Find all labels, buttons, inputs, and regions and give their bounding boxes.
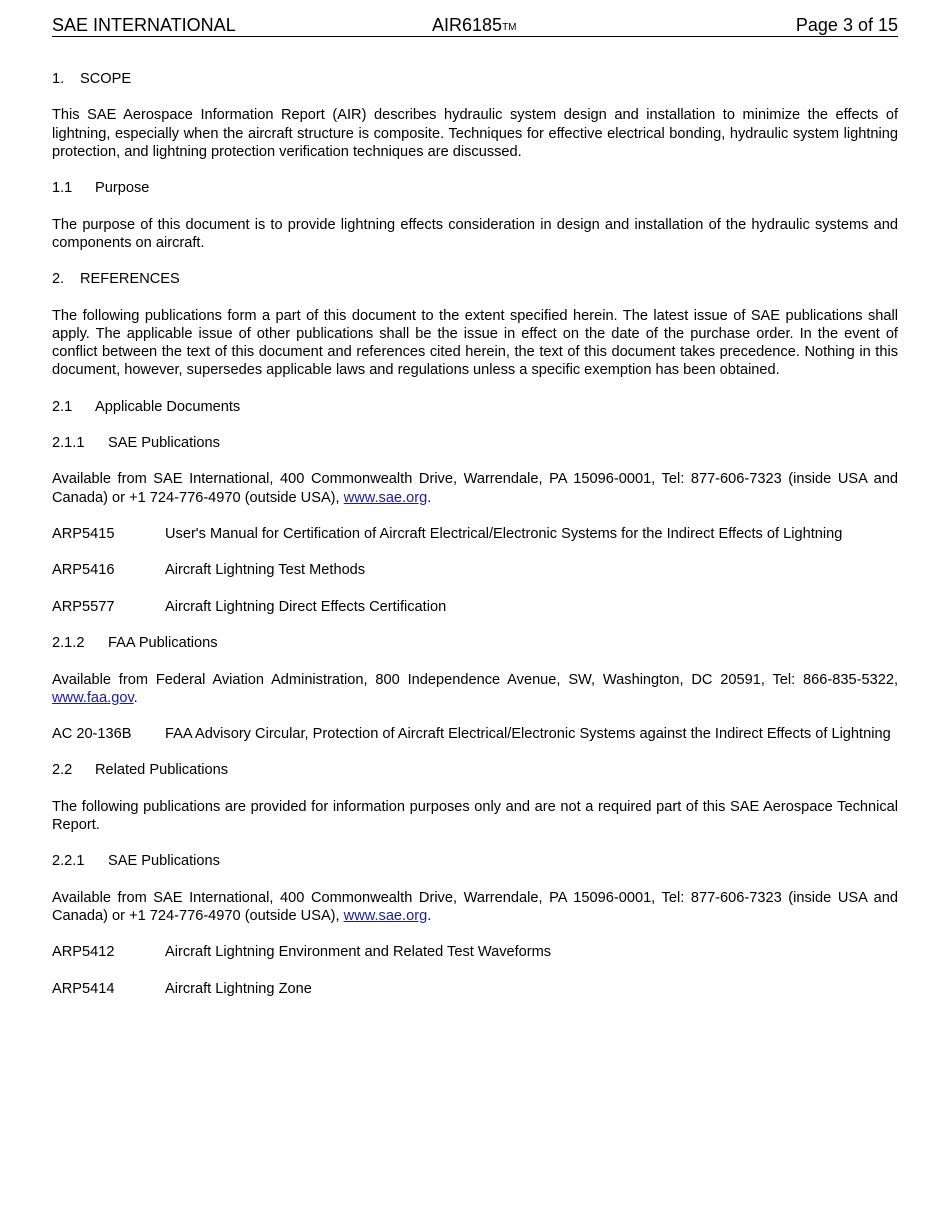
- references-paragraph: The following publications form a part of this document to the extent specified herein. The latest issue of SAE publications shall apply. The applicable issue of other publications shall be the issue in effect on the date of the purchase order. In the event of conflict between the text of this document and references cited herein, the text of this document takes precedence. Nothing in this document, however, supersedes applicable laws and regulations unless a specific exemption has been obtained.: [52, 307, 898, 379]
- section-number: 1.: [52, 71, 65, 87]
- related-sae-availability-paragraph: [52, 889, 898, 925]
- scope-paragraph: This SAE Aerospace Information Report (AIR) describes hydraulic system design and installation to minimize the effects of lightning, especially when the aircraft structure is composite. Techniques for effective electrical bonding, hydraulic system lightning protection, and lightning protection verification techniques are discussed.: [52, 107, 898, 160]
- document-body: [52, 70, 898, 998]
- trademark-mark: TM: [502, 22, 517, 33]
- section-heading-sae-publications: [52, 434, 898, 452]
- reference-entry: [52, 725, 898, 743]
- reference-title: FAA Advisory Circular, Protection of Aircraft Electrical/Electronic Systems against the Indirect Effects of Lightning: [165, 726, 891, 743]
- availability-text: Available from SAE International, 400 Commonwealth Drive, Warrendale, PA 15096-0001, Tel: 877-606-7323 (inside USA and Canada) or +1 724-776-4970 (outside USA),: [52, 471, 898, 506]
- section-heading-faa-publications: [52, 634, 898, 652]
- reference-code: ARP5414: [52, 980, 115, 997]
- punctuation: .: [427, 489, 432, 506]
- reference-code: ARP5577: [52, 598, 115, 615]
- header-org: SAE INTERNATIONAL: [52, 15, 236, 35]
- reference-entry: [52, 980, 898, 998]
- section-title: REFERENCES: [80, 271, 180, 288]
- availability-text: Available from Federal Aviation Administration, 800 Independence Avenue, SW, Washington, DC 20591, Tel: 866-835-5322,: [52, 671, 898, 688]
- reference-code: ARP5412: [52, 944, 115, 961]
- faa-website-link[interactable]: www.faa.gov: [52, 689, 134, 706]
- section-title: Applicable Documents: [95, 398, 241, 415]
- section-heading-scope: [52, 70, 898, 88]
- section-heading-related-publications: [52, 761, 898, 779]
- punctuation: .: [427, 908, 432, 925]
- sae-website-link[interactable]: www.sae.org: [343, 908, 428, 925]
- reference-code: ARP5415: [52, 525, 115, 542]
- punctuation: .: [133, 689, 138, 706]
- availability-text: Available from SAE International, 400 Commonwealth Drive, Warrendale, PA 15096-0001, Tel: 877-606-7323 (inside USA and Canada) or +1 724-776-4970 (outside USA),: [52, 889, 898, 925]
- section-number: 2.: [52, 271, 65, 288]
- document-page: [52, 14, 898, 1016]
- faa-availability-paragraph: [52, 671, 898, 707]
- section-title: SAE Publications: [108, 853, 220, 870]
- section-title: SCOPE: [80, 71, 132, 87]
- sae-availability-paragraph: [52, 470, 898, 506]
- section-heading-references: [52, 270, 898, 288]
- header-doc-number: [432, 14, 517, 36]
- page-header: [52, 14, 898, 37]
- header-doc: AIR6185: [432, 15, 503, 35]
- section-heading-related-sae-publications: [52, 852, 898, 870]
- section-title: SAE Publications: [108, 434, 220, 451]
- reference-entry: [52, 598, 898, 616]
- section-title: Purpose: [95, 180, 150, 197]
- reference-title: Aircraft Lightning Zone: [165, 980, 312, 997]
- reference-entry: [52, 561, 898, 579]
- sae-website-link[interactable]: www.sae.org: [343, 489, 428, 506]
- reference-title: Aircraft Lightning Test Methods: [165, 562, 366, 579]
- related-publications-paragraph: The following publications are provided for information purposes only and are not a required part of this SAE Aerospace Technical Report.: [52, 798, 898, 834]
- section-heading-applicable-documents: [52, 398, 898, 416]
- reference-title: User's Manual for Certification of Aircraft Electrical/Electronic Systems for the Indirect Effects of Lightning: [165, 525, 843, 542]
- header-page-number: Page 3 of 15: [795, 15, 898, 35]
- reference-code: ARP5416: [52, 562, 115, 579]
- section-title: FAA Publications: [108, 635, 218, 652]
- section-number: 2.2: [52, 762, 73, 779]
- section-number: 2.1.2: [52, 635, 85, 652]
- section-number: 1.1: [52, 180, 73, 197]
- reference-title: Aircraft Lightning Environment and Related Test Waveforms: [165, 944, 552, 961]
- reference-entry: [52, 525, 898, 543]
- section-title: Related Publications: [95, 762, 229, 779]
- section-number: 2.2.1: [52, 853, 85, 870]
- section-heading-purpose: [52, 179, 898, 197]
- section-number: 2.1.1: [52, 434, 85, 451]
- reference-title: Aircraft Lightning Direct Effects Certification: [165, 598, 447, 615]
- purpose-paragraph: The purpose of this document is to provide lightning effects consideration in design and installation of the hydraulic systems and components on aircraft.: [52, 216, 898, 251]
- section-number: 2.1: [52, 398, 73, 415]
- reference-entry: [52, 943, 898, 961]
- reference-code: AC 20-136B: [52, 726, 132, 743]
